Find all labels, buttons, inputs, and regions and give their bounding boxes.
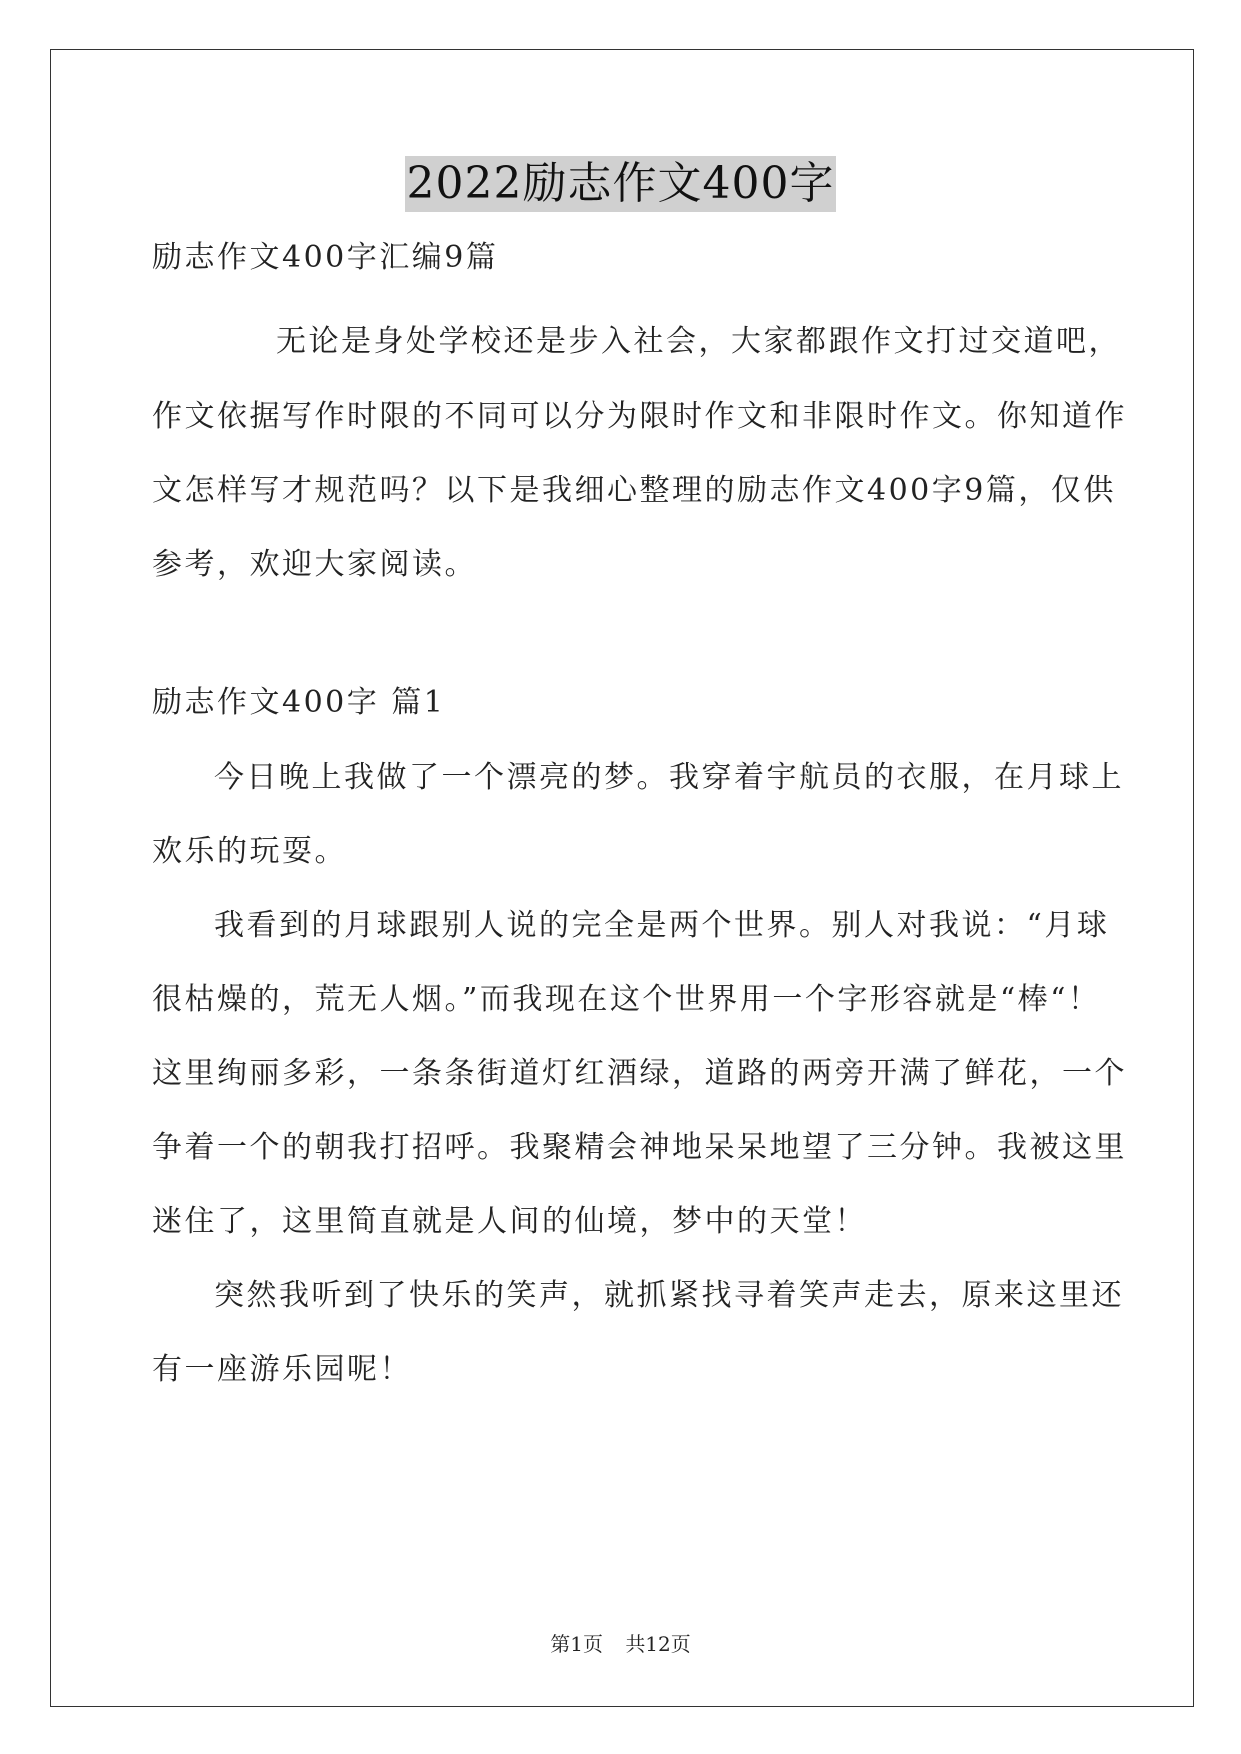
intro-line: 无论是身处学校还是步入社会，大家都跟作文打过交道吧， bbox=[276, 324, 1121, 359]
page-number: 第1页 bbox=[550, 1632, 603, 1656]
title-container bbox=[0, 156, 1241, 212]
intro-line: 文怎样写才规范吗？以下是我细心整理的励志作文400字9篇，仅供 bbox=[152, 473, 1116, 508]
body-line: 突然我听到了快乐的笑声，就抓紧找寻着笑声走去，原来这里还 bbox=[214, 1278, 1124, 1313]
document-title: 2022励志作文400字 bbox=[405, 156, 837, 212]
body-line: 我看到的月球跟别人说的完全是两个世界。别人对我说：“月球 bbox=[214, 908, 1110, 943]
page-total: 共12页 bbox=[625, 1632, 691, 1656]
body-line: 迷住了，这里简直就是人间的仙境，梦中的天堂！ bbox=[152, 1204, 867, 1239]
intro-line: 参考，欢迎大家阅读。 bbox=[152, 547, 477, 582]
body-line: 欢乐的玩耍。 bbox=[152, 834, 347, 869]
body-line: 有一座游乐园呢！ bbox=[152, 1352, 412, 1387]
body-line: 今日晚上我做了一个漂亮的梦。我穿着宇航员的衣服，在月球上 bbox=[214, 760, 1124, 795]
body-line: 很枯燥的，荒无人烟。”而我现在这个世界用一个字形容就是“棒“！ bbox=[152, 982, 1101, 1017]
subtitle: 励志作文400字汇编9篇 bbox=[152, 240, 499, 275]
page-border bbox=[50, 49, 1194, 1707]
section-heading: 励志作文400字 篇1 bbox=[152, 685, 446, 720]
intro-line: 作文依据写作时限的不同可以分为限时作文和非限时作文。你知道作 bbox=[152, 399, 1127, 434]
body-line: 争着一个的朝我打招呼。我聚精会神地呆呆地望了三分钟。我被这里 bbox=[152, 1130, 1127, 1165]
body-line: 这里绚丽多彩，一条条街道灯红酒绿，道路的两旁开满了鲜花，一个 bbox=[152, 1056, 1127, 1091]
page-footer bbox=[0, 1631, 1241, 1657]
